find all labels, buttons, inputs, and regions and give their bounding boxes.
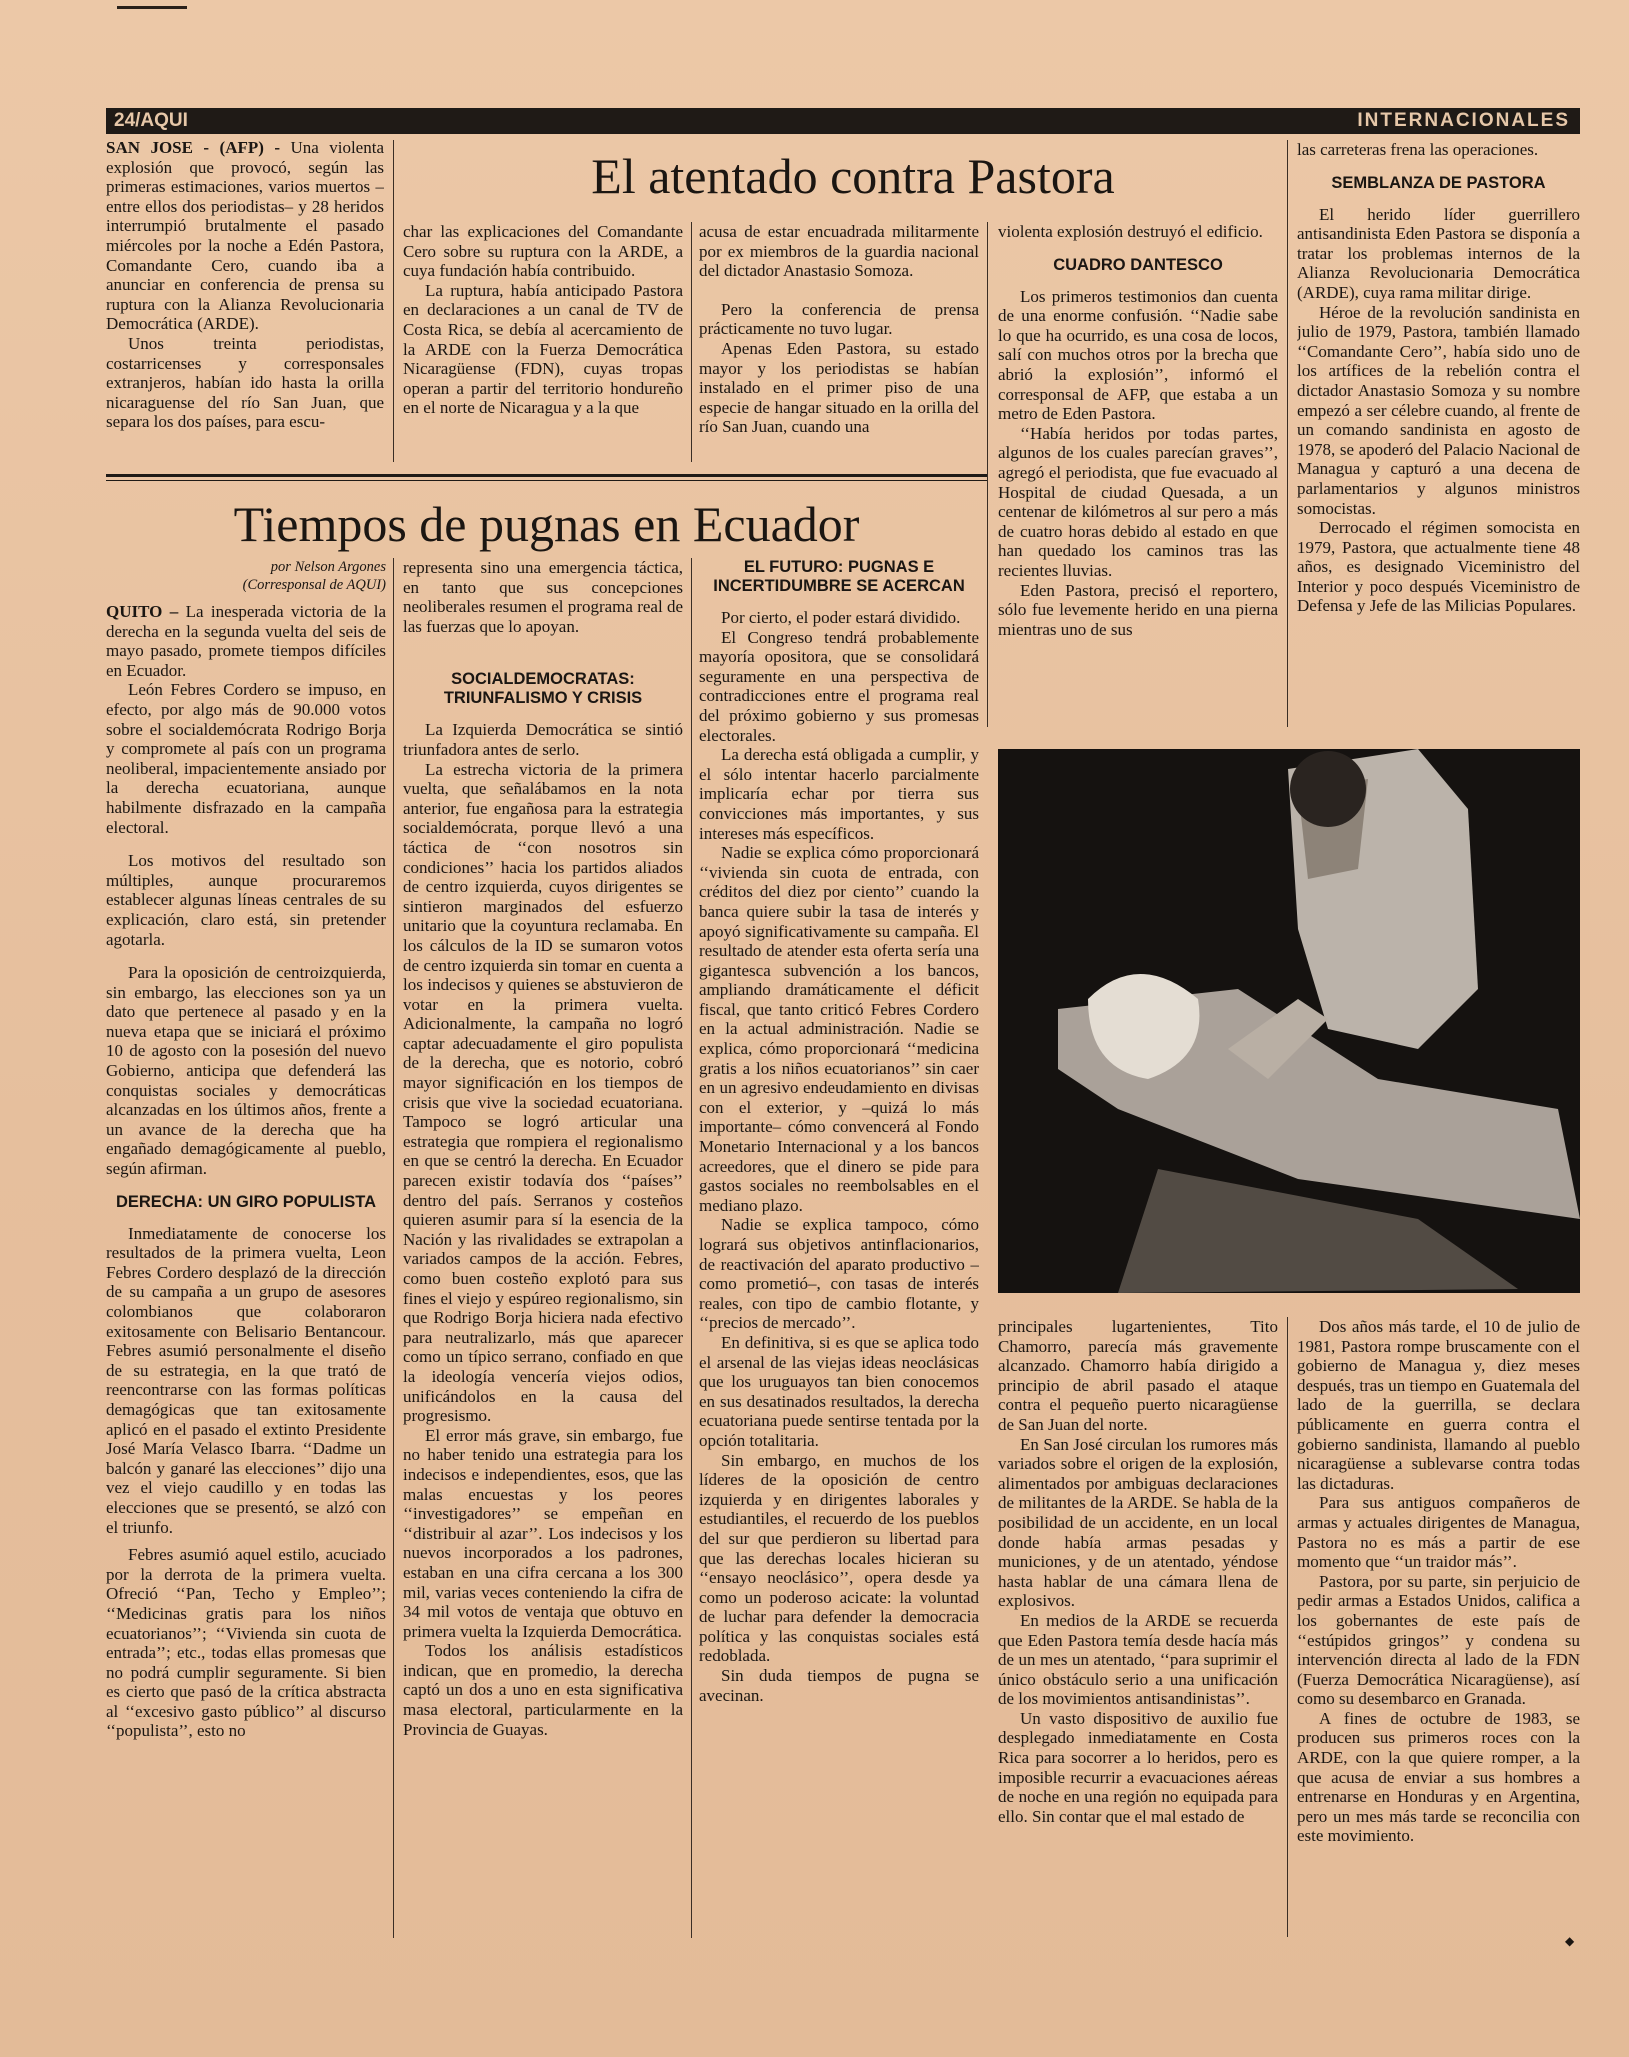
dateline: QUITO – (106, 602, 179, 621)
paragraph-text: Una violenta explosión que provocó, según las primeras estimaciones, varios muertos –entre ellos dos periodistas– y 28 heridos interrumpió brutalmente el pasado miércoles por la noche a Edén Pastora, Comandante Cero, cuando iba a anunciar en conferencia de prensa su ruptura con la Alianza Revolucionaria Democrática (ARDE). (106, 138, 384, 334)
ecuador-paragraph: Para la oposición de centroizquierda, sin embargo, las elecciones son ya un dato que pertenece al pasado y en la nueva etapa que se iniciará el próximo 10 de agosto con la posesión del nuevo Gobierno, anticipa que defenderá las conquistas sociales y democráticas alcanzadas en los últimos años, frente a un avance de la derecha que ha engañado demagógicamente al pueblo, según afirman. (106, 963, 386, 1179)
pastora-paragraph: Los primeros testimonios dan cuenta de una enorme confusión. ‘‘Nadie sabe lo que ha ocurrido, es una cosa de locos, salí con muchos otros por la brecha que abrió la explosión’’, informó el corresponsal de AFP, que estaba a un metro de Eden Pastora. (998, 286, 1278, 424)
pastora-paragraph: En San José circulan los rumores más variados sobre el origen de la explosión, alimentados por ambiguas declaraciones de militantes de la ARDE. Se habla de la posibilidad de un accidente, en un local donde había armas pesadas y municiones, y de un atentado, yéndose hasta hablar de una cámara llena de explosivos. (998, 1434, 1278, 1611)
top-rule (117, 6, 187, 9)
news-photo (998, 749, 1580, 1293)
column-divider (1287, 1317, 1288, 1937)
pastora-col-4 (998, 222, 1278, 732)
pastora-paragraph: Eden Pastora, precisó el reportero, sólo fue levemente herido en una pierna mientras uno de sus (998, 580, 1278, 639)
ecuador-paragraph: Nadie se explica tampoco, cómo logrará sus objetivos antinflacionarios, de reactivación del aparato productivo –como prometió–, con tasas de interés reales, con tipo de cambio flotante, y ‘‘precios de mercado’’. (699, 1215, 979, 1333)
ecuador-col-2 (403, 558, 683, 1943)
ecuador-paragraph: Por cierto, el poder estará dividido. (721, 608, 961, 627)
ecuador-paragraph: Los motivos del resultado son múltiples, aunque procuraremos establecer algunas líneas centrales de su explicación, claro está, sin pretender agotarla. (106, 851, 386, 949)
ecuador-col-1 (106, 558, 386, 1943)
ecuador-paragraph: El error más grave, sin embargo, fue no haber tenido una estrategia para los indecisos e independientes, esos, que las malas encuestas y los peores ‘‘investigadores’’ se empeñan en ‘‘distribuir al azar’’. Los indecisos y los nuevos incorporados a los padrones, estaban en una cifra cercana a los 300 mil, varias veces conteniendo la cifra de 34 mil votos de ventaja que obtuvo en primera vuelta la Izquierda Democrática. (403, 1425, 683, 1641)
pastora-paragraph: En medios de la ARDE se recuerda que Eden Pastora temía desde hacía más de un mes un atentado, ‘‘para suprimir el único obstáculo serio a una unificación de los movimientos antisandinistas’’. (998, 1610, 1278, 1709)
ecuador-paragraph: La Izquierda Democrática se sintió triunfadora antes de serlo. (403, 720, 683, 759)
pastora-paragraph: violenta explosión destruyó el edificio. (998, 222, 1263, 241)
page-banner (106, 108, 1580, 134)
pastora-col-4-bottom (998, 1317, 1278, 1942)
pastora-col-2 (403, 222, 683, 463)
subhead-cuadro-dantesco: CUADRO DANTESCO (1053, 255, 1223, 274)
pastora-paragraph: Pero la conferencia de prensa prácticamente no tuvo lugar. (699, 299, 979, 339)
subhead-derecha: DERECHA: UN GIRO POPULISTA (115, 1192, 377, 1211)
ecuador-paragraph: Sin embargo, en muchos de los líderes de la oposición de centro izquierda y en dirigentes laborales y estudiantiles, el recuerdo de los pueblos del sur que perdieron su libertad para que las derechas locales hicieran su ‘‘ensayo neoclásico’’, opera desde ya como un poderoso acicate: la voluntad de luchar para defender la democracia política y las conquistas sociales está redoblada. (699, 1450, 979, 1666)
pastora-col-3 (699, 222, 979, 463)
ecuador-paragraph: En definitiva, si es que se aplica todo el arsenal de las viejas ideas neoclásicas que los uruguayos tan bien conocemos en sus desatinados resultados, la derecha ecuatoriana puede sentirse tentada por la opción totalitaria. (699, 1332, 979, 1450)
pastora-col-5-bottom (1297, 1317, 1580, 1942)
pastora-paragraph: Un vasto dispositivo de auxilio fue desplegado inmediatamente en Costa Rica para socorrer a lo heridos, pero es imposible recurrir a evacuaciones aéreas de noche en una región no equipada para ello. Sin contar que el mal estado de (998, 1708, 1278, 1826)
ecuador-paragraph: Todos los análisis estadísticos indican, que en promedio, la derecha captó un dos a uno en esta significativa masa electoral, particularmente en la Provincia de Guayas. (403, 1641, 683, 1739)
ecuador-paragraph: Inmediatamente de conocerse los resultados de la primera vuelta, Leon Febres Cordero desplazó de la dirección de su campaña a un grupo de asesores colombianos que colaboraron exitosamente con Belisario Bentancour. Febres asumió personalmente el diseño de su estrategia, en la que trató de reencontrarse con las formas políticas demagógicas que tan exitosamente aplicó en el pasado el extinto Presidente José María Velasco Ibarra. ‘‘Dadme un balcón y ganaré las elecciones’’ dijo una vez el viejo caudillo y en todas las elecciones que se presentó, se alzó con el triunfo. (106, 1223, 386, 1537)
ecuador-paragraph (106, 602, 386, 680)
column-divider (987, 222, 988, 727)
ecuador-paragraph: El Congreso tendrá probablemente mayoría opositora, que se consolidará seguramente en una perspectiva de contradicciones entre el programa real del próximo gobierno y sus promesas electorales. (699, 627, 979, 745)
pastora-paragraph: La ruptura, había anticipado Pastora en declaraciones a un canal de TV de Costa Rica, se debía al acercamiento de la ARDE con la Fuerza Democrática Nicaragüense (FDN), cuyas tropas operan a partir del territorio hondureño en el norte de Nicaragua y a la que (403, 280, 683, 418)
pastora-paragraph: Pastora, por su parte, sin perjuicio de pedir armas a Estados Unidos, califica a los gobernantes de este país de ‘‘estúpidos gringos’’ y condena su intervención directa al lado de la FDN (Fuerza Democrática Nicaragüense), así como su desembarco en Granada. (1297, 1571, 1580, 1709)
column-divider (691, 558, 692, 1938)
pastora-col-5 (1297, 140, 1580, 730)
ecuador-col-3 (699, 558, 979, 1943)
end-mark: ◆ (1565, 1934, 1575, 1948)
ecuador-headline: Tiempos de pugnas en Ecuador (233, 496, 860, 552)
pastora-paragraph: Para sus antiguos compañeros de armas y actuales dirigentes de Managua, Pastora no es más a partir de ese momento que ‘‘un traidor más’’. (1297, 1493, 1580, 1572)
ecuador-paragraph: Nadie se explica cómo proporcionará ‘‘vivienda sin cuota de entrada, con créditos del diez por ciento’’ cuando la banca quiere subir la tasa de interés y apoyó significativamente su campaña. El resultado de atender esta oferta sería una gigantesca subvención a los bancos, ampliando dramáticamente el déficit fiscal, que tanto criticó Febres Cordero en la actual administración. Nadie se explica, cómo proporcionará ‘‘medicina gratis a los niños ecuatorianos’’ sin caer en un agresivo endeudamiento en divisas con el exterior, y –quizá lo más importante– cómo convencerá al Fondo Monetario Internacional y a los bancos acreedores, que el dinero se pide para gastos sociales no reembolsables en el mediano plazo. (699, 843, 979, 1215)
pastora-paragraph: El herido líder guerrillero antisandinista Eden Pastora se disponía a tratar los problemas internos de la Alianza Revolucionaria Democrática (ARDE), cuya rama militar dirige. (1297, 204, 1580, 302)
pastora-paragraph: Apenas Eden Pastora, su estado mayor y los periodistas se habían instalado en el primer piso de una especie de hangar situado en la orilla del río San Juan, cuando una (699, 338, 979, 437)
column-divider (1287, 140, 1288, 727)
ecuador-paragraph: representa sino una emergencia táctica, en tanto que sus concepciones neoliberales resumen el programa real de las fuerzas que lo apoyan. (403, 558, 683, 636)
article-rule-thin (106, 480, 987, 481)
paragraph-text: La inesperada victoria de la derecha en la segunda vuelta del seis de mayo pasado, promete tiempos difíciles en Ecuador. (106, 602, 386, 680)
column-divider (691, 222, 692, 462)
dateline: SAN JOSE - (AFP) - (106, 138, 281, 157)
paragraph-text: Unos treinta periodistas, costarricenses y corresponsales extranjeros, habían ido hasta la orilla nicaraguense del río San Juan, que separa los dos países, para escu- (106, 333, 384, 432)
pastora-paragraph (106, 138, 384, 334)
subhead-socialdemocratas: SOCIALDEMOCRATAS: TRIUNFALISMO Y CRISIS (443, 670, 643, 708)
ecuador-paragraph: León Febres Cordero se impuso, en efecto, por algo más de 90.000 votos sobre el socialdemócrata Rodrigo Borja y compromete al país con un programa neoliberal, impacientemente ansiado por la derecha ecuatoriana, aunque habilmente disfrazado en la campaña electoral. (106, 680, 386, 837)
pastora-paragraph: acusa de estar encuadrada militarmente por ex miembros de la guardia nacional del dictador Anastasio Somoza. (699, 222, 979, 281)
pastora-paragraph: Héroe de la revolución sandinista en julio de 1979, Pastora, también llamado ‘‘Comandante Cero’’, había sido uno de los artífices de la rebelión contra el dictador Anastasio Somoza y su nombre empezó a ser célebre cuando, al frente de un comando sandinista en agosto de 1978, se apoderó del Palacio Nacional de Managua y capturó a una decena de parlamentarios y algunos ministros somocistas. (1297, 302, 1580, 518)
pastora-col-1 (106, 138, 384, 463)
pastora-headline: El atentado contra Pastora (591, 148, 1115, 204)
byline-role: (Corresponsal de AQUI) (242, 577, 386, 593)
pastora-paragraph: Dos años más tarde, el 10 de julio de 1981, Pastora rompe bruscamente con el gobierno de Managua y, diez meses después, tras un tiempo en Guatemala del lado de la guerrilla, se declara públicamente en guerra contra el gobierno sandinista, llamando al pueblo nicaragüense a sublevarse contra todas las dictaduras. (1297, 1317, 1580, 1493)
ecuador-paragraph: Febres asumió aquel estilo, acuciado por la derrota de la primera vuelta. Ofreció ‘‘Pan, Techo y Empleo’’; ‘‘Medicinas gratis para los niños ecuatorianos’’; ‘‘Vivienda sin cuota de entrada’’; etc., todas ellas promesas que no podrá cumplir seguramente. Si bien es cierto que pasó de la crítica abstracta al ‘‘excesivo gasto público’’ al discurso ‘‘populista’’, esto no (106, 1545, 386, 1741)
byline-author: por Nelson Argones (270, 559, 386, 575)
section-name: INTERNACIONALES (1357, 110, 1570, 131)
column-divider (393, 558, 394, 1938)
subhead-semblanza: SEMBLANZA DE PASTORA (1331, 173, 1546, 192)
pastora-paragraph: char las explicaciones del Comandante Cero sobre su ruptura con la ARDE, a cuya fundación había contribuido. (403, 222, 683, 281)
ecuador-paragraph: La estrecha victoria de la primera vuelta, que señalábamos en la nota anterior, fue engañosa para la estrategia socialdemócrata, porque llevó a una táctica de ‘‘con nosotros sin condiciones’’ hacia los partidos aliados de centro izquierda, cuyos dirigentes se sintieron marginados del esfuerzo unitario que la coyuntura reclamaba. En los cálculos de la ID se sumaron votos de centro izquierda sin tomar en cuenta a los indecisos y quienes se abstuvieron de votar en la primera vuelta. Adicionalmente, la campaña no logró captar adecuadamente el giro populista de la derecha, que es notorio, cobró mayor significación en los tiempos de crisis que vive la sociedad ecuatoriana. Tampoco se logró articular una estrategia que rompiera el regionalismo en que se centró la derecha. En Ecuador parecen existir todavía dos ‘‘países’’ dentro del país. Serranos y costeños quieren asumir para sí la esencia de la Nación y las rivalidades se extrapolan a variados campos de la acción. Febres, como buen costeño explotó para sus fines el viejo y espúreo regionalismo, sin que Rodrigo Borja hiciera nada efectivo para neutralizarlo, más que aparecer como un típico serrano, confiado en que la ideología vencería viejos odios, unificándolos en la causa del progresismo. (403, 759, 683, 1426)
pastora-paragraph: Derrocado el régimen somocista en 1979, Pastora, que actualmente tiene 48 años, es designado Viceministro del Interior y poco después Viceministro de Defensa y Jefe de las Milicias Populares. (1297, 518, 1580, 616)
pastora-paragraph: ‘‘Había heridos por todas partes, algunos de los cuales parecían graves’’, agregó el periodista, que fue evacuado al Hospital de ciudad Quesada, a un centenar de kilómetros al sur pero a más de cuatro horas debido al estado en que han quedado los caminos tras las recientes lluvias. (998, 423, 1278, 580)
photo-wounded-man-icon (998, 749, 1580, 1293)
pastora-paragraph: A fines de octubre de 1983, se producen sus primeros roces con la ARDE, con la que quiere romper, a la que acusa de enviar a sus hombres a entrenarse en Honduras y en Argentina, pero un mes más tarde se reconcilia con este movimiento. (1297, 1708, 1580, 1846)
column-divider (393, 140, 394, 462)
ecuador-paragraph: Sin duda tiempos de pugna se avecinan. (699, 1666, 979, 1705)
ecuador-paragraph: La derecha está obligada a cumplir, y el sólo intentar hacerlo parcialmente implicaría echar por tierra sus convicciones más importantes, y sus intereses más específicos. (699, 745, 979, 843)
article-rule (106, 474, 987, 477)
subhead-futuro: EL FUTURO: PUGNAS E INCERTIDUMBRE SE ACERCAN (713, 558, 965, 595)
pastora-paragraph (106, 334, 384, 432)
pastora-paragraph: las carreteras frena las operaciones. (1297, 140, 1539, 159)
page-number: 24/AQUI (114, 110, 188, 131)
pastora-paragraph: principales lugartenientes, Tito Chamorro, parecía más gravemente alcanzado. Chamorro había dirigido a principio de abril pasado el ataque contra el pequeño puerto nicaragüense de San Juan del norte. (998, 1317, 1278, 1434)
byline (106, 558, 386, 594)
